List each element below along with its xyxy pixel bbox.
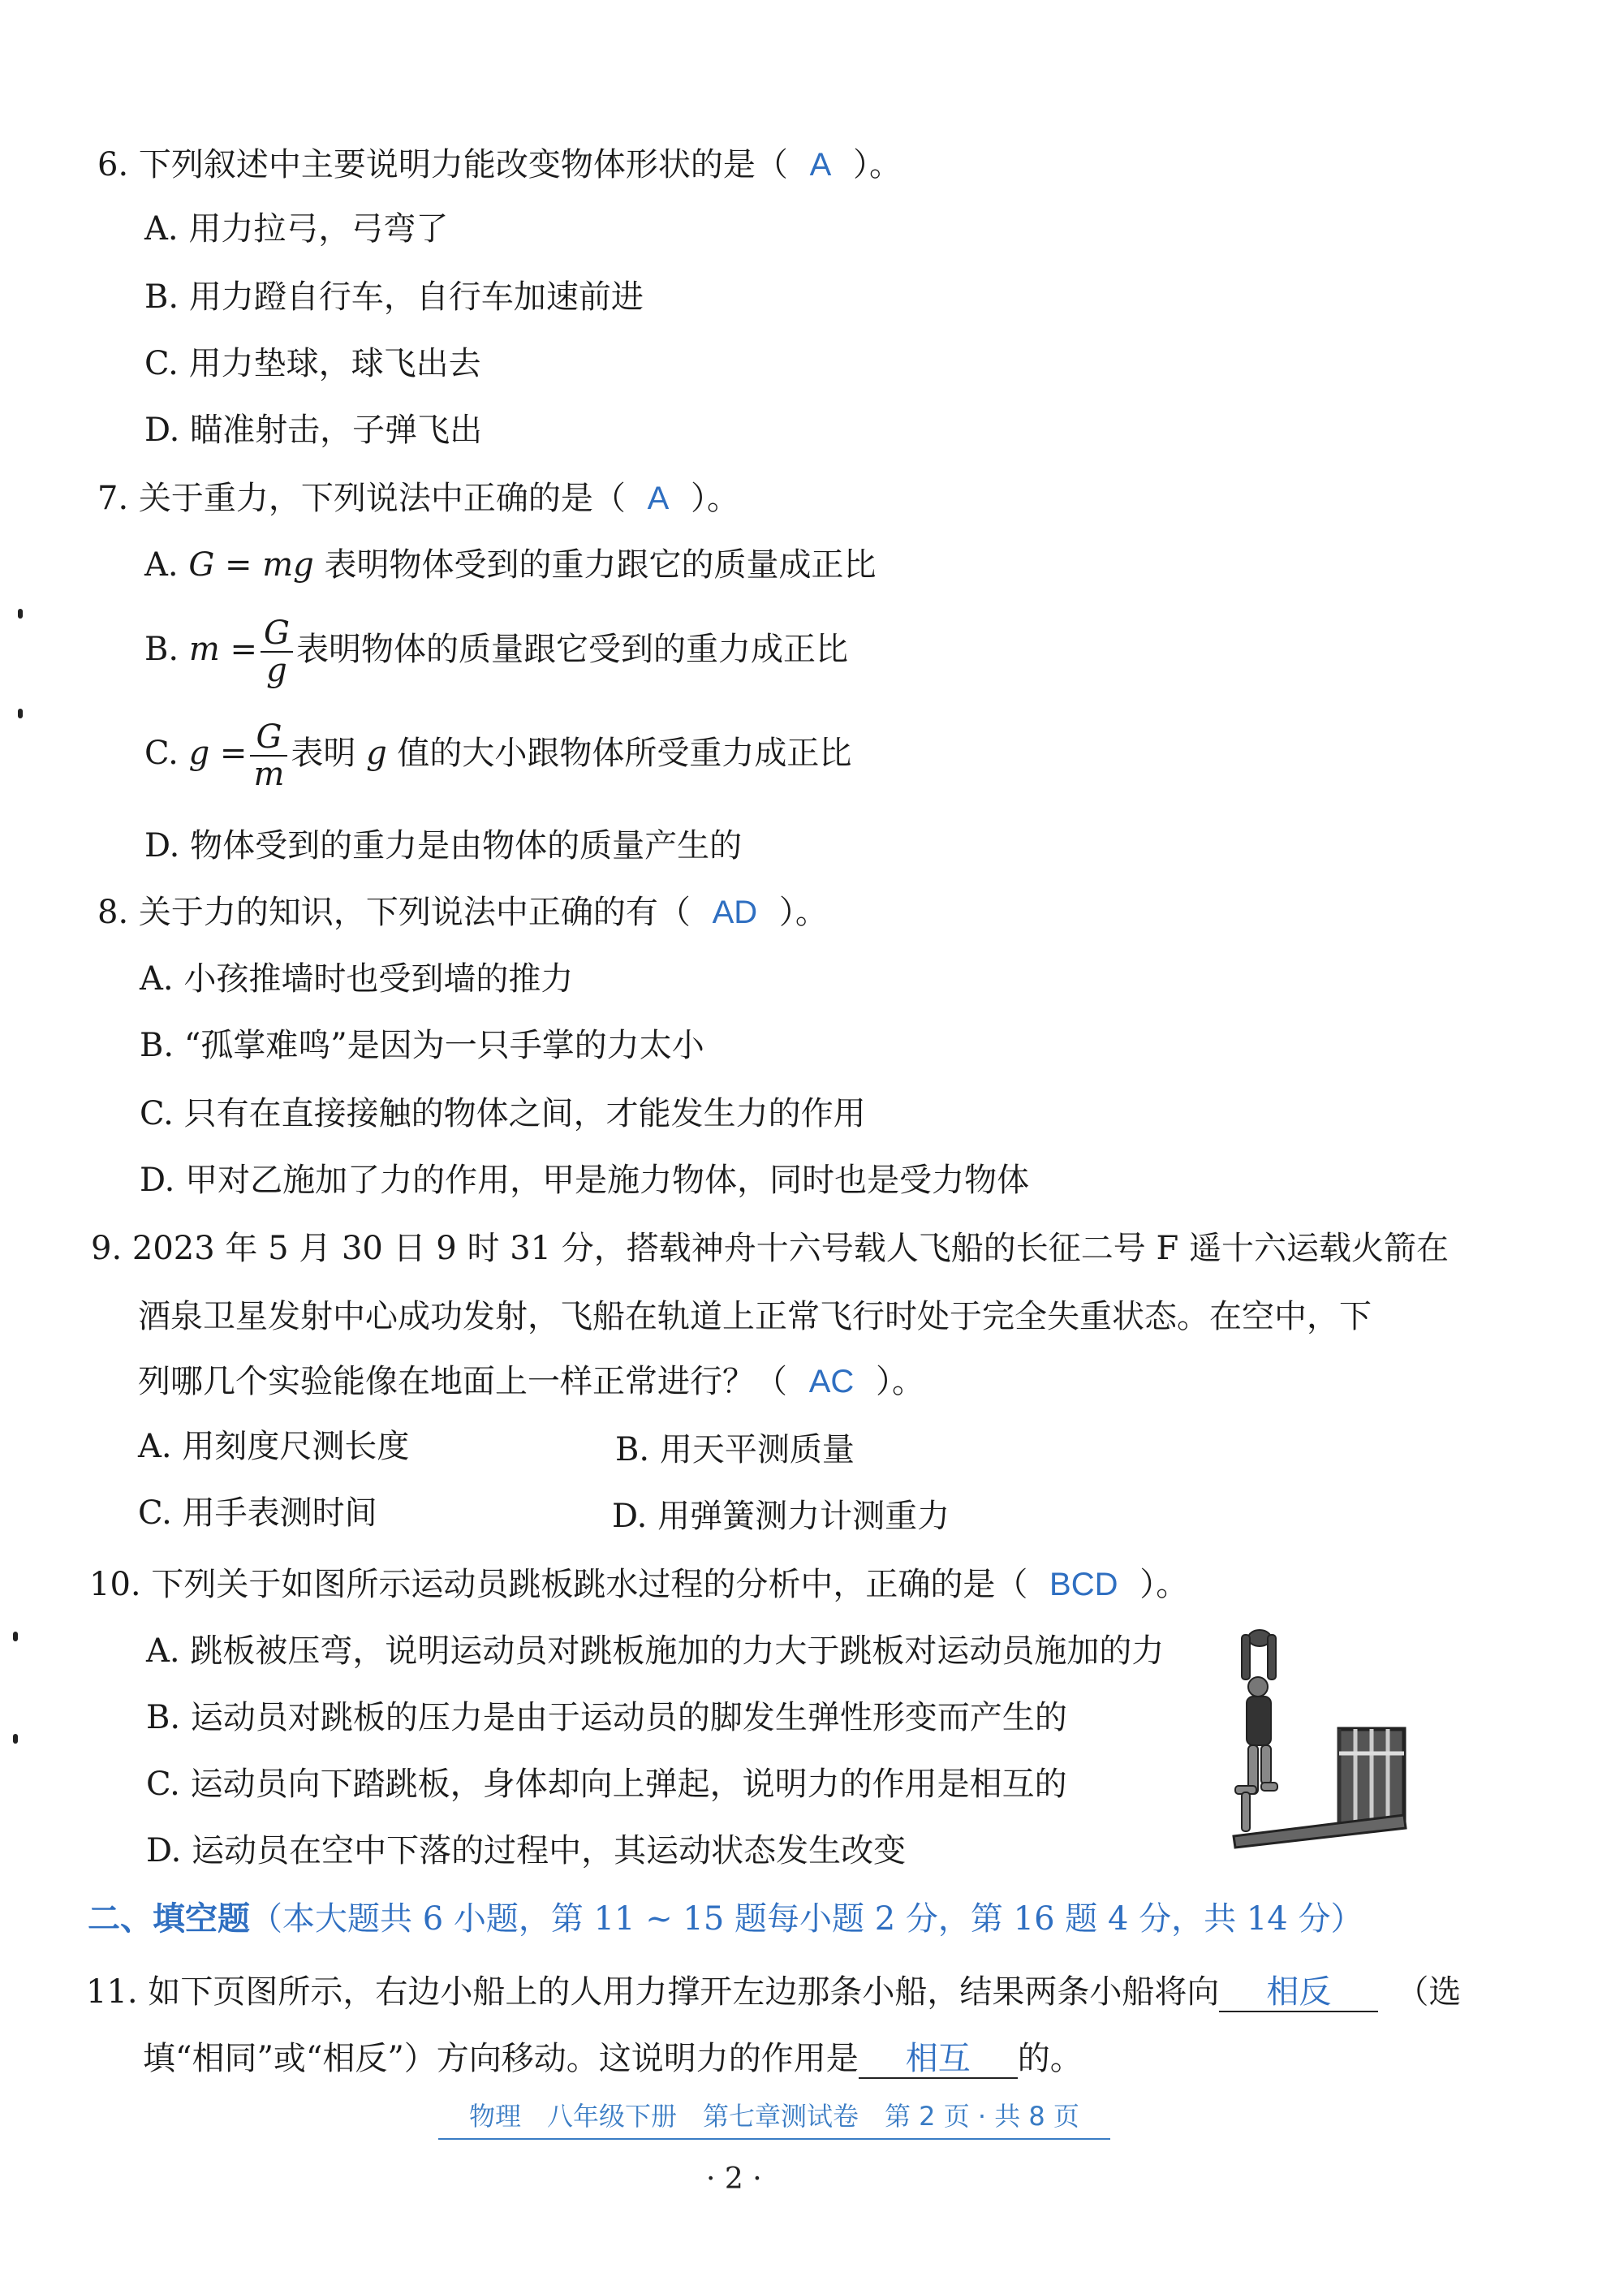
q6-option-d: D. 瞄准射击，子弹飞出 xyxy=(144,412,483,449)
q8-stem: 8. 关于力的知识，下列说法中正确的有（ AD ）。 xyxy=(97,894,828,931)
q9-option-c: C. 用手表测时间 xyxy=(138,1494,377,1532)
q6-option-a: A. 用力拉弓，弓弯了 xyxy=(144,210,449,248)
q11-line-1: 11. 如下页图所示，右边小船上的人用力撑开左边那条小船，结果两条小船将向 相反 （选 xyxy=(86,1973,1462,2011)
scan-speck xyxy=(13,1734,18,1744)
q9-option-b: B. 用天平测质量 xyxy=(615,1431,855,1468)
q8-option-b: B. “孤掌难鸣”是因为一只手掌的力太小 xyxy=(140,1027,704,1064)
q6-stem: 6. 下列叙述中主要说明力能改变物体形状的是（ A ）。 xyxy=(97,146,902,183)
q10-option-d: D. 运动员在空中下落的过程中，其运动状态发生改变 xyxy=(146,1832,907,1869)
q7-option-c: C. g = $\frac{G}{m}$ 表明 g 值的大小跟物体所受重力成正比 xyxy=(144,718,852,793)
q9-line-1: 9. 2023 年 5 月 30 日 9 时 31 分，搭载神舟十六号载人飞船的长征二号 F 遥十六运载火箭在 xyxy=(91,1230,1449,1267)
q10-option-b: B. 运动员对跳板的压力是由于运动员的脚发生弹性形变而产生的 xyxy=(146,1699,1067,1736)
q7-answer: A xyxy=(647,481,670,516)
q6-option-b: B. 用力蹬自行车，自行车加速前进 xyxy=(144,278,644,316)
scan-speck xyxy=(13,1632,18,1641)
diver-springboard-figure xyxy=(1217,1623,1428,1867)
section-2-header xyxy=(88,1898,1363,1940)
page-number: · 2 · xyxy=(706,2162,762,2196)
section-2-title: 二、填空题 xyxy=(88,1900,250,1938)
formula-g-mg: G = mg xyxy=(188,546,314,584)
scan-speck xyxy=(18,709,23,718)
q8-option-d: D. 甲对乙施加了力的作用，甲是施力物体，同时也是受力物体 xyxy=(140,1162,1030,1199)
q8-option-c: C. 只有在直接接触的物体之间，才能发生力的作用 xyxy=(140,1095,866,1132)
q6-answer: A xyxy=(809,147,832,183)
q10-answer: BCD xyxy=(1049,1567,1118,1602)
q10-option-c: C. 运动员向下踏跳板，身体却向上弹起，说明力的作用是相互的 xyxy=(146,1766,1067,1803)
q9-option-d: D. 用弹簧测力计测重力 xyxy=(612,1498,950,1535)
q7-option-b: B. m = $\frac{G}{g}$ 表明物体的质量跟它受到的重力成正比 xyxy=(144,614,848,689)
q9-line-3: 列哪几个实验能像在地面上一样正常进行？（ AC ）。 xyxy=(138,1363,925,1400)
scan-speck xyxy=(18,609,23,619)
q7-option-a: A. G = mg 表明物体受到的重力跟它的质量成正比 xyxy=(144,546,877,584)
q11-blank-2: 相互 xyxy=(859,2040,1018,2079)
q9-option-a: A. 用刻度尺测长度 xyxy=(138,1428,410,1465)
q8-answer: AD xyxy=(712,895,758,930)
section-2-note: （本大题共 6 小题，第 11 ~ 15 题每小题 2 分，第 16 题 4 分，共 14 分） xyxy=(250,1900,1363,1938)
fraction-g-over-g: $\frac{G}{g}$ xyxy=(261,615,293,688)
q8-option-a: A. 小孩推墙时也受到墙的推力 xyxy=(140,960,574,998)
q7-stem: 7. 关于重力，下列说法中正确的是（ A ）。 xyxy=(97,480,740,517)
q10-option-a: A. 跳板被压弯，说明运动员对跳板施加的力大于跳板对运动员施加的力 xyxy=(146,1632,1165,1670)
q9-line-2: 酒泉卫星发射中心成功发射，飞船在轨道上正常飞行时处于完全失重状态。在空中，下 xyxy=(138,1298,1372,1335)
q10-stem: 10. 下列关于如图所示运动员跳板跳水过程的分析中，正确的是（ BCD ）。 xyxy=(89,1566,1189,1603)
q9-answer: AC xyxy=(808,1364,855,1399)
q7-option-d: D. 物体受到的重力是由物体的质量产生的 xyxy=(144,827,743,865)
q11-blank-1: 相反 xyxy=(1219,1973,1378,2012)
q11-line-2: 填“相同”或“相反”）方向移动。这说明力的作用是 相互 的。 xyxy=(143,2040,1083,2077)
fraction-g-over-m: $\frac{G}{m}$ xyxy=(250,719,287,792)
page-footer: 物理 八年级下册 第七章测试卷 第 2 页 · 共 8 页 xyxy=(438,2096,1110,2140)
q6-option-c: C. 用力垫球，球飞出去 xyxy=(144,345,481,382)
